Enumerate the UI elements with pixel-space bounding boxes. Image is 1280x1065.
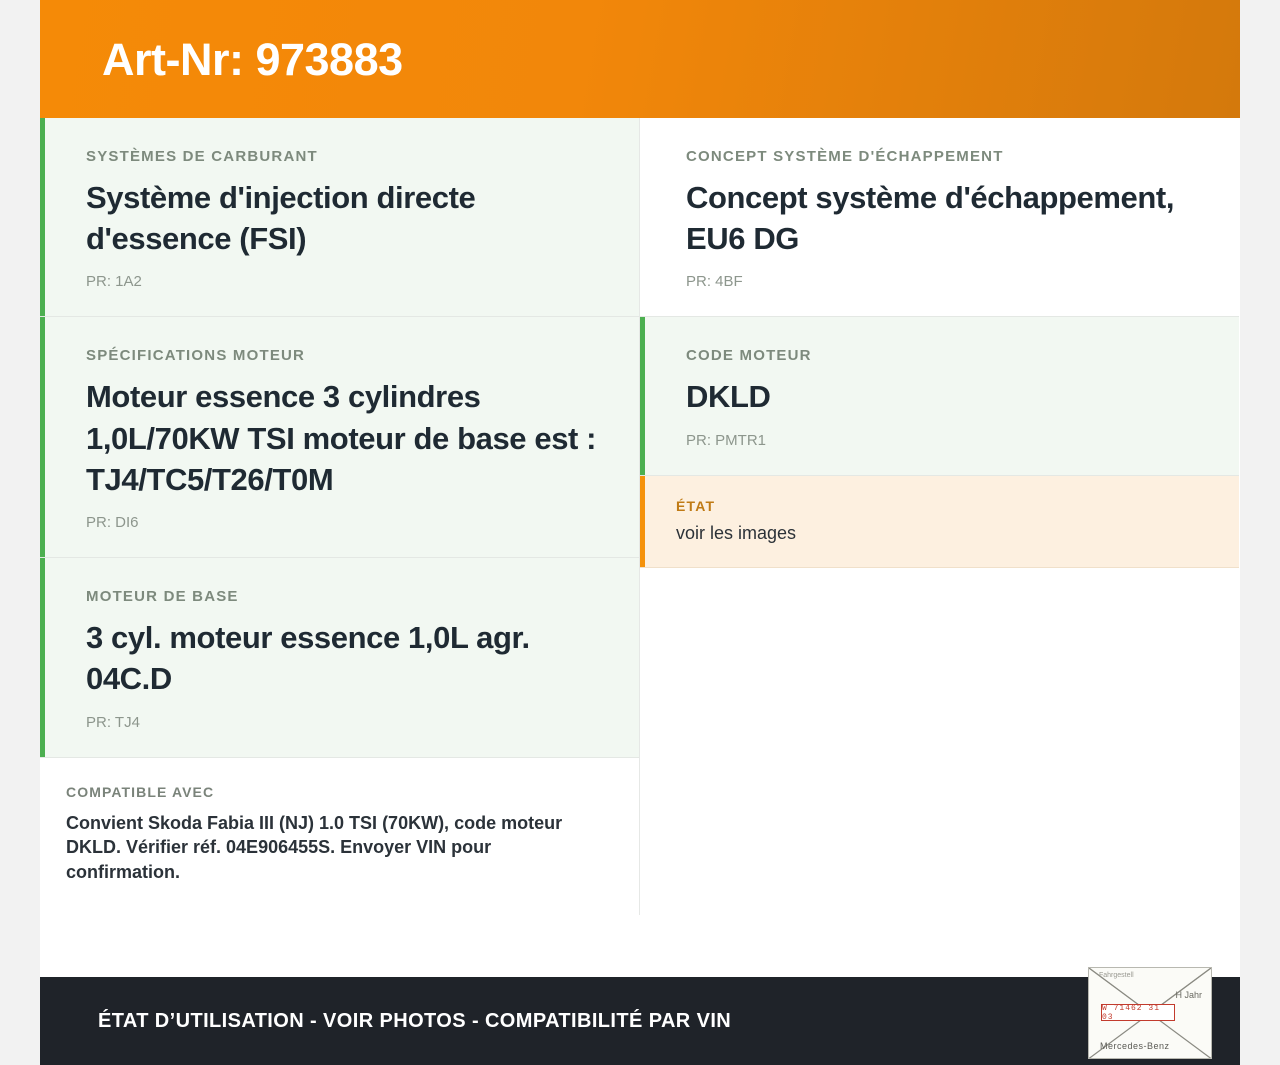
spec-label: MOTEUR DE BASE bbox=[86, 588, 239, 606]
stamp-plate-number: W 71462 31 03 bbox=[1101, 1004, 1175, 1021]
spec-value: Système d'injection directe d'essence (FSI) bbox=[86, 180, 476, 257]
stamp-bottom-text: Mercedes-Benz bbox=[1100, 1041, 1170, 1051]
spec-value: DKLD bbox=[686, 379, 771, 415]
spec-label: SYSTÈMES DE CARBURANT bbox=[86, 148, 318, 165]
spec-card-fuel-system bbox=[40, 118, 639, 317]
page-title: Art-Nr: 973883 bbox=[102, 33, 403, 85]
spec-label: SPÉCIFICATIONS MOTEUR bbox=[86, 347, 306, 365]
spec-value: Concept système d'échappement, EU6 DG bbox=[686, 180, 1175, 257]
stamp-right-text: H Jahr bbox=[1175, 990, 1202, 1000]
compatibility-label: COMPATIBLE AVEC bbox=[66, 783, 215, 800]
spec-pr-code: PR: PMTR1 bbox=[686, 431, 767, 449]
spec-pr-code: PR: DI6 bbox=[86, 514, 139, 532]
state-label: ÉTAT bbox=[676, 497, 716, 514]
spec-value: Moteur essence 3 cylindres 1,0L/70KW TSI moteur de base est : TJ4/TC5/T26/T0M bbox=[86, 379, 597, 497]
compatibility-text: Convient Skoda Fabia III (NJ) 1.0 TSI (70KW), code moteur DKLD. Vérifier réf. 04E906455S. Envoyer VIN pour confirmation. bbox=[66, 812, 563, 882]
state-card bbox=[640, 476, 1239, 568]
spec-sheet bbox=[40, 0, 1240, 1065]
compatibility-card bbox=[40, 758, 639, 915]
header-bar bbox=[40, 0, 1240, 118]
spec-pr-code: PR: 4BF bbox=[686, 273, 743, 291]
spec-label: CONCEPT SYSTÈME D'ÉCHAPPEMENT bbox=[686, 148, 1004, 165]
spec-value: 3 cyl. moteur essence 1,0L agr. 04C.D bbox=[86, 620, 530, 697]
stamp-top-text: Fahrgestell bbox=[1099, 972, 1134, 979]
spec-column-right bbox=[640, 118, 1239, 568]
footer-bar bbox=[40, 972, 1240, 1065]
spec-card-base-engine bbox=[40, 558, 639, 757]
spec-card-exhaust-concept bbox=[640, 118, 1239, 317]
spec-card-engine-specifications bbox=[40, 317, 639, 558]
document-stamp-image bbox=[1088, 967, 1212, 1059]
spec-pr-code: PR: 1A2 bbox=[86, 273, 142, 291]
spec-column-left bbox=[40, 118, 640, 915]
spec-pr-code: PR: TJ4 bbox=[86, 713, 140, 731]
spec-card-engine-code bbox=[640, 317, 1239, 475]
footer-text: ÉTAT D’UTILISATION - VOIR PHOTOS - COMPATIBILITÉ PAR VIN bbox=[98, 1009, 732, 1032]
state-value: voir les images bbox=[676, 522, 797, 543]
spec-label: CODE MOTEUR bbox=[686, 347, 812, 365]
spec-grid bbox=[40, 118, 1240, 977]
